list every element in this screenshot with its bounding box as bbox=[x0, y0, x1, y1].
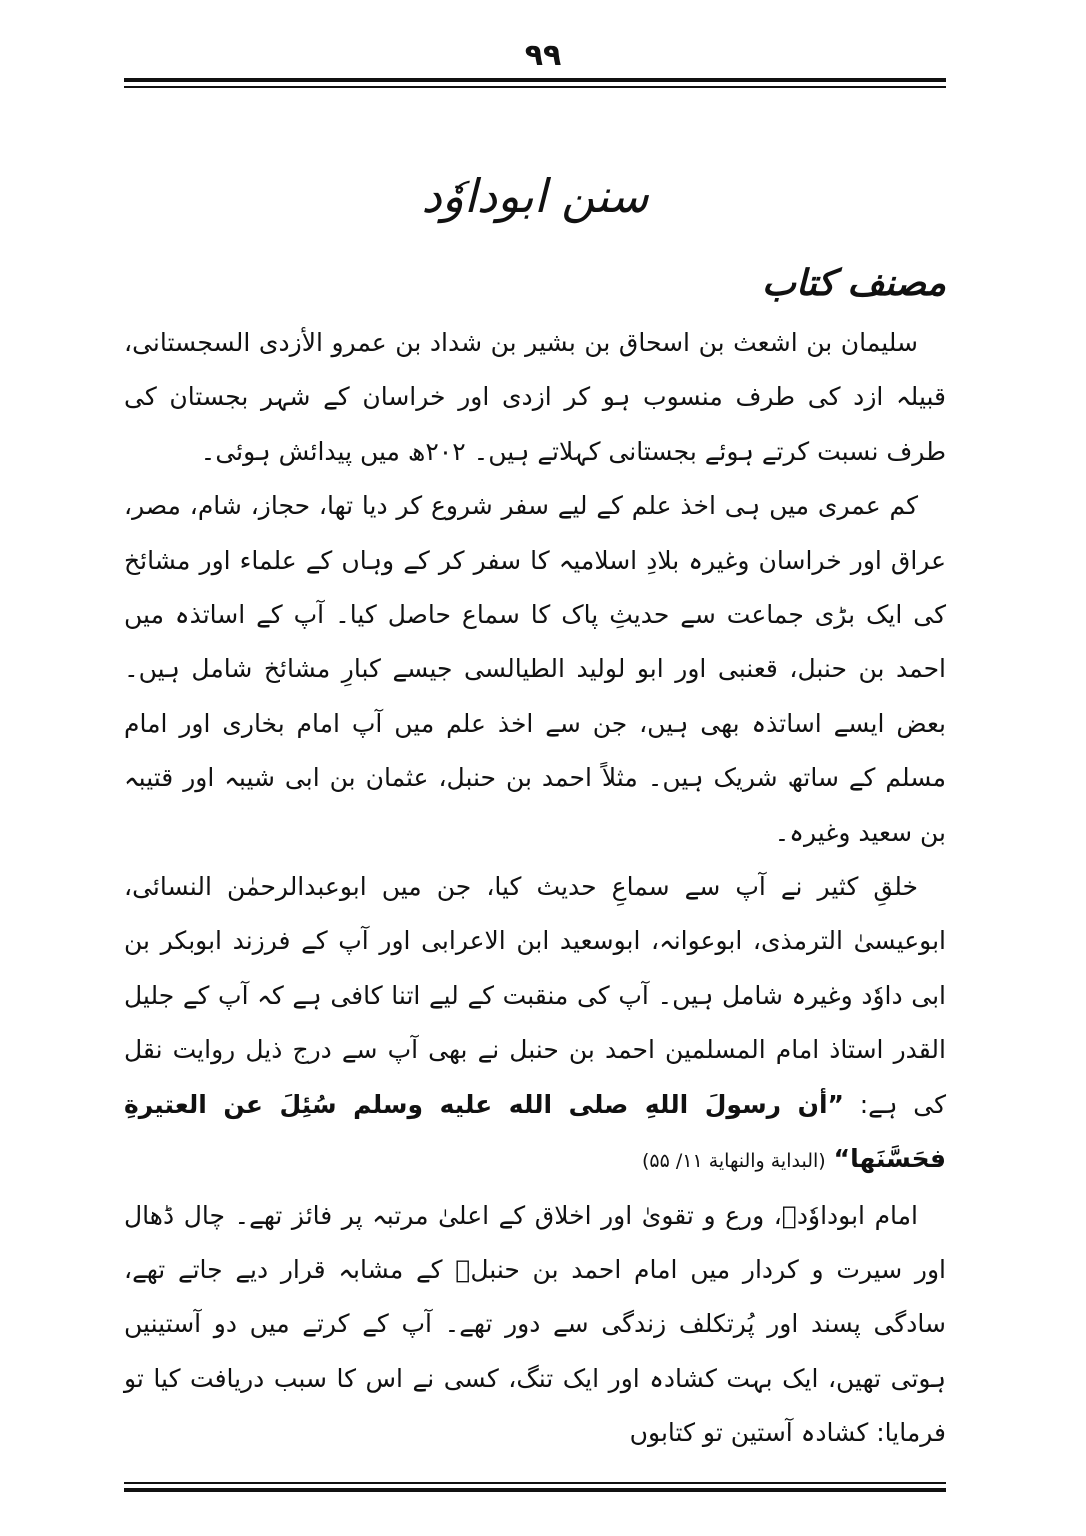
paragraph-3-text: خلقِ کثیر نے آپ سے سماعِ حدیث کیا، جن میں ابوعبدالرحمٰن النسائی، ابوعیسیٰ الترمذی، ابوعوانہ، ابوسعید ابن الاعرابی اور آپ کے فرزند ابوبکر بن ابی داوٗد وغیرہ شامل ہیں۔ آپ کی منقبت کے لیے اتنا کافی ہے کہ آپ کے جلیل القدر استاذ امام المسلمین احمد بن حنبل نے بھی آپ سے درج ذیل روایت نقل کی ہے: bbox=[124, 872, 946, 1119]
chapter-title: سنن ابوداوٗد bbox=[421, 169, 649, 223]
body-text bbox=[124, 316, 946, 1461]
paragraph-3 bbox=[124, 860, 946, 1188]
paragraph-4 bbox=[124, 1189, 946, 1461]
top-rule-thick bbox=[124, 78, 946, 82]
paragraph-2-text: کم عمری میں ہی اخذ علم کے لیے سفر شروع کر دیا تھا، حجاز، شام، مصر، عراق اور خراسان وغیرہ بلادِ اسلامیہ کا سفر کر کے وہاں کے علماء اور مشائخ کی ایک بڑی جماعت سے حدیثِ پاک کا سماع حاصل کیا۔ آپ کے اساتذہ میں احمد بن حنبل، قعنبی اور ابو لولید الطیالسی جیسے کبارِ مشائخ شامل ہیں۔ بعض ایسے اساتذہ بھی ہیں، جن سے اخذ علم میں آپ امام بخاری اور امام مسلم کے ساتھ شریک ہیں۔ مثلاً احمد بن حنبل، عثمان بن ابی شیبہ اور قتیبہ بن سعید وغیرہ۔ bbox=[124, 491, 946, 847]
arabic-quote: ”أن رسولَ اللهِ صلى الله عليه وسلم سُئِلَ عن العتيرةِ فحَسَّنَها“ bbox=[124, 1089, 946, 1174]
paragraph-4-text: امام ابوداوٗدؒ، ورع و تقویٰ اور اخلاق کے اعلیٰ مرتبہ پر فائز تھے۔ چال ڈھال اور سیرت و کردار میں امام احمد بن حنبلؒ کے مشابہ قرار دیے جاتے تھے، سادگی پسند اور پُرتکلف زندگی سے دور تھے۔ آپ کے کرتے میں دو آستینیں ہوتی تھیں، ایک بہت کشادہ اور ایک تنگ، کسی نے اس کا سبب دریافت کیا تو فرمایا: کشادہ آستین تو کتابوں bbox=[124, 1200, 946, 1448]
paragraph-1 bbox=[124, 316, 946, 479]
quote-reference: (البداية والنهاية ۱۱/ ۵۵) bbox=[641, 1150, 826, 1173]
bottom-rule-thick bbox=[124, 1488, 946, 1492]
paragraph-1-text: سلیمان بن اشعث بن اسحاق بن بشیر بن شداد بن عمرو الأزدی السجستانی، قبیلہ ازد کی طرف منسوب ہو کر ازدی اور خراسان کے شہر بجستان کی طرف نسبت کرتے ہوئے بجستانی کہلاتے ہیں۔ ۲۰۲ھ میں پیدائش ہوئی۔ bbox=[124, 328, 946, 466]
paragraph-2 bbox=[124, 479, 946, 860]
bottom-rule-thin bbox=[124, 1482, 946, 1484]
page-number: ۹۹ bbox=[524, 38, 562, 73]
top-rule-thin bbox=[124, 86, 946, 88]
section-heading: مصنف کتاب bbox=[761, 263, 946, 304]
